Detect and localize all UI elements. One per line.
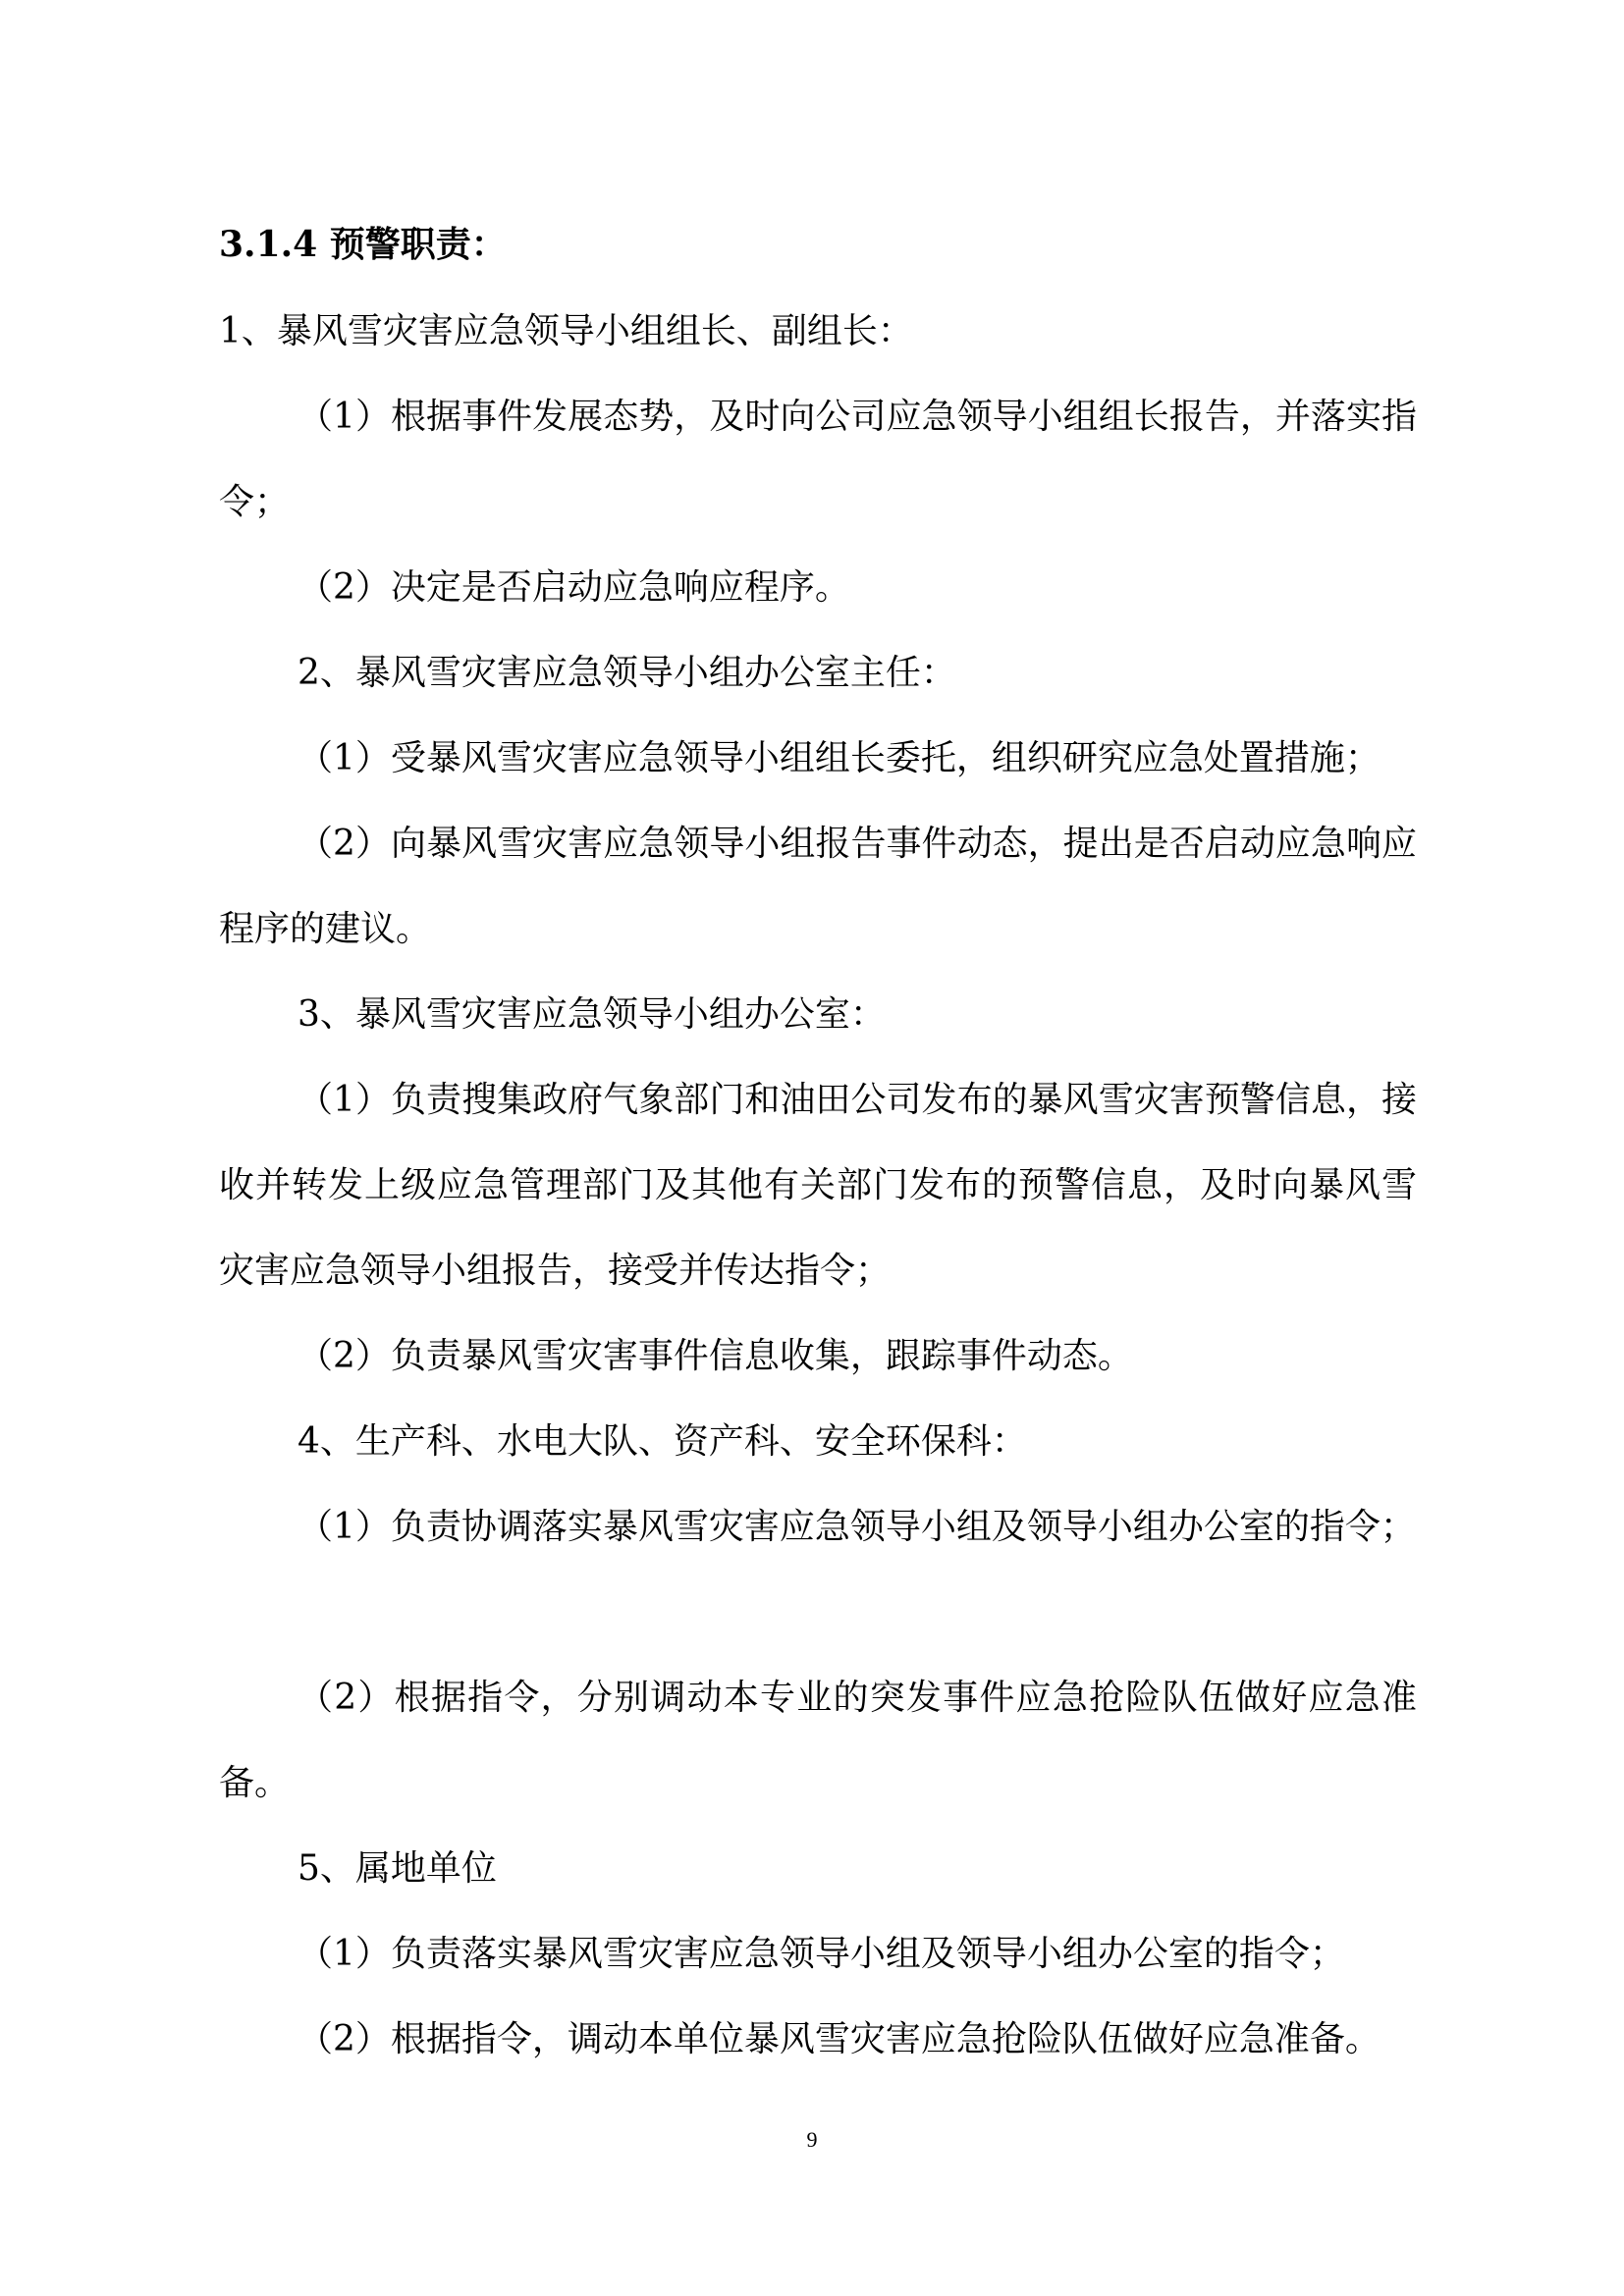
paragraph-3: （2）决定是否启动应急响应程序。 — [298, 567, 850, 608]
page-number: 9 — [806, 2127, 818, 2152]
paragraph-15: （2）根据指令，调动本单位暴风雪灾害应急抢险队伍做好应急准备。 — [298, 2019, 1380, 2059]
paragraph-11: （1）负责协调落实暴风雪灾害应急领导小组及领导小组办公室的指令； — [298, 1507, 1416, 1547]
paragraph-4: 2、暴风雪灾害应急领导小组办公室主任： — [298, 653, 956, 693]
paragraph-7: 3、暴风雪灾害应急领导小组办公室： — [298, 994, 886, 1035]
paragraph-6: （2）向暴风雪灾害应急领导小组报告事件动态，提出是否启动应急响应程序的建议。 — [219, 824, 1417, 949]
paragraph-5: （1）受暴风雪灾害应急领导小组组长委托，组织研究应急处置措施； — [298, 738, 1380, 778]
section-heading: 3.1.4 预警职责： — [219, 224, 507, 265]
paragraph-9: （2）负责暴风雪灾害事件信息收集，跟踪事件动态。 — [298, 1336, 1133, 1376]
paragraph-1: 1、暴风雪灾害应急领导小组组长、副组长： — [219, 311, 913, 351]
paragraph-8: （1）负责搜集政府气象部门和油田公司发布的暴风雪灾害预警信息，接收并转发上级应急管理部门及其他有关部门发布的预警信息，及时向暴风雪灾害应急领导小组报告，接受并传达指令； — [219, 1080, 1417, 1291]
paragraph-2: （1）根据事件发展态势，及时向公司应急领导小组组长报告，并落实指令； — [219, 397, 1417, 522]
paragraph-12: （2）根据指令，分别调动本专业的突发事件应急抢险队伍做好应急准备。 — [219, 1678, 1417, 1803]
paragraph-14: （1）负责落实暴风雪灾害应急领导小组及领导小组办公室的指令； — [298, 1934, 1345, 1974]
paragraph-10: 4、生产科、水电大队、资产科、安全环保科： — [298, 1421, 1027, 1462]
paragraph-13: 5、属地单位 — [298, 1848, 497, 1889]
